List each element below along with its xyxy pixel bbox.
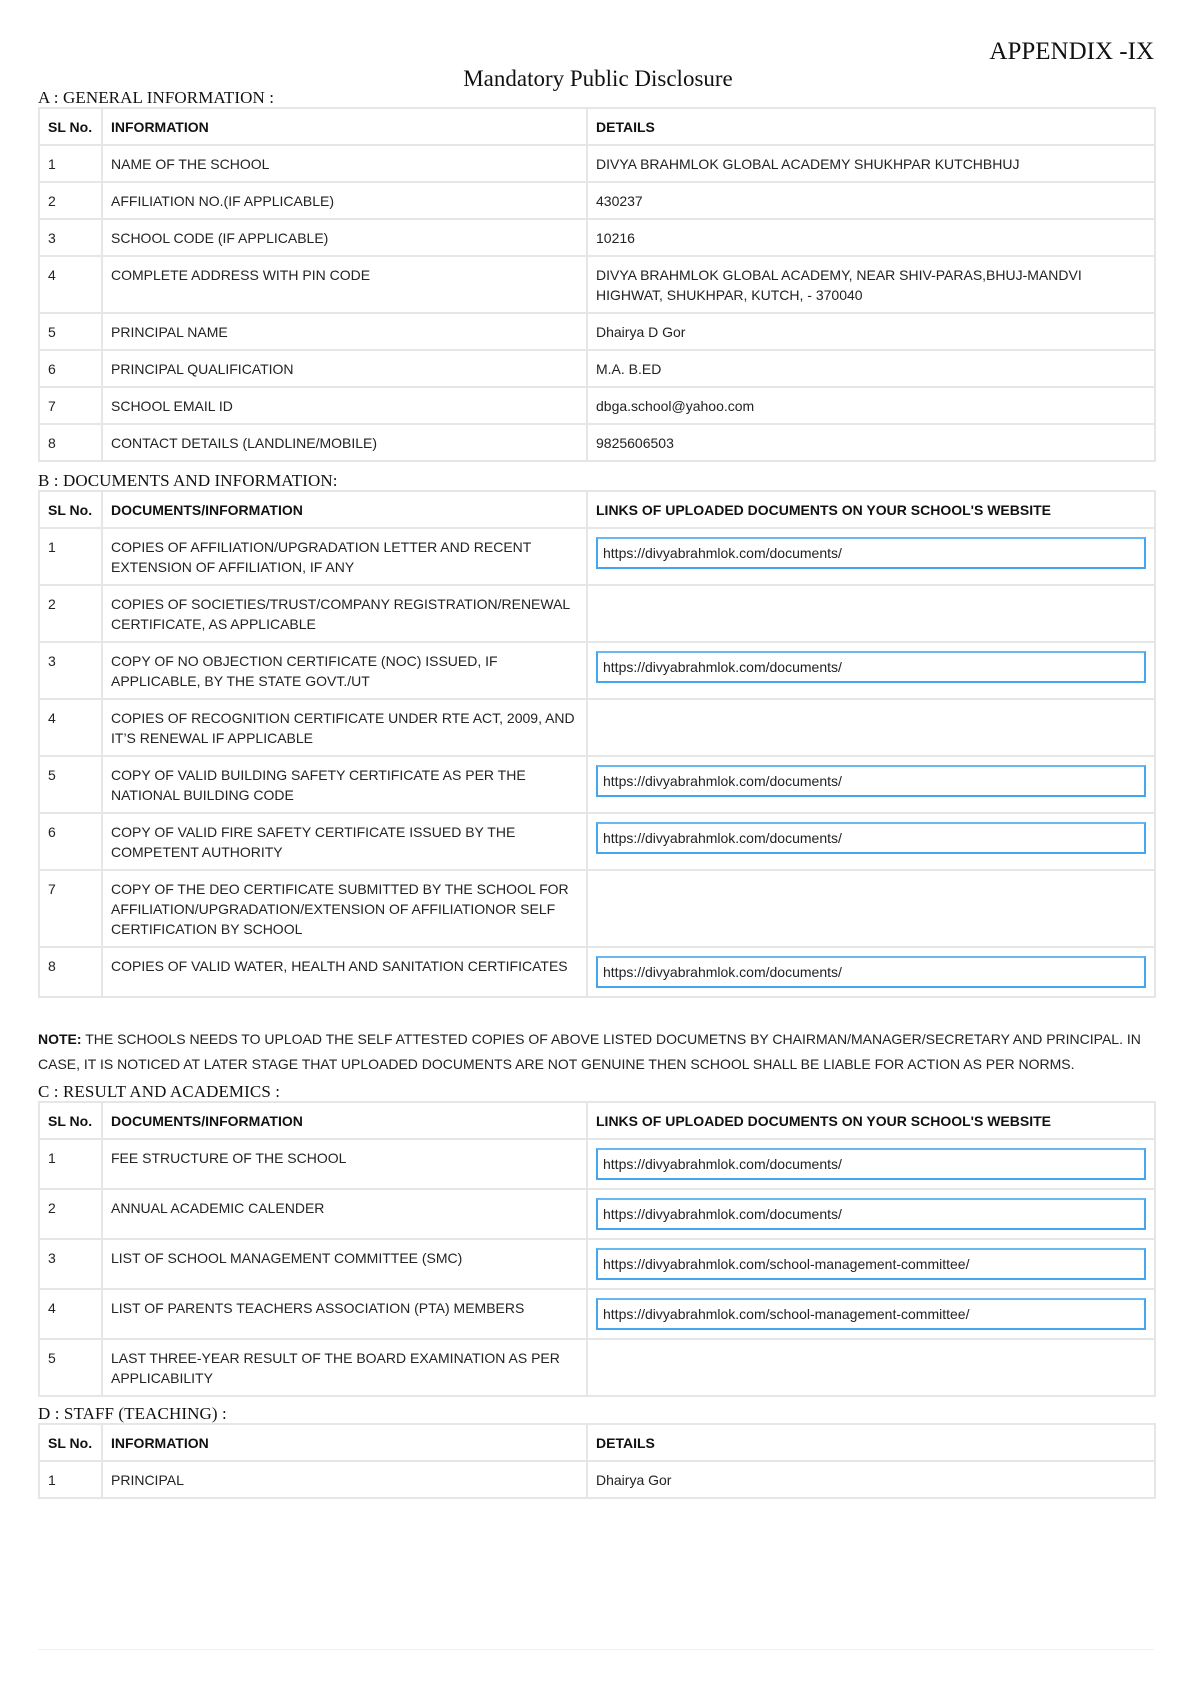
- document-link-input[interactable]: [596, 956, 1146, 988]
- table-row: [39, 813, 1155, 870]
- link-cell: [587, 756, 1155, 813]
- sl-no-cell: 2: [39, 585, 102, 642]
- information-cell: CONTACT DETAILS (LANDLINE/MOBILE): [102, 424, 587, 461]
- table-row: [39, 947, 1155, 997]
- sl-no-cell: 2: [39, 1189, 102, 1239]
- column-header-links: LINKS OF UPLOADED DOCUMENTS ON YOUR SCHOOL'S WEBSITE: [587, 1102, 1155, 1139]
- column-header-documents: DOCUMENTS/INFORMATION: [102, 491, 587, 528]
- document-link-input[interactable]: [596, 1248, 1146, 1280]
- details-cell: Dhairya D Gor: [587, 313, 1155, 350]
- column-header-information: INFORMATION: [102, 108, 587, 145]
- details-cell: DIVYA BRAHMLOK GLOBAL ACADEMY, NEAR SHIV-PARAS,BHUJ-MANDVI HIGHWAT, SHUKHPAR, KUTCH, - 370040: [587, 256, 1155, 313]
- table-row: [39, 756, 1155, 813]
- section-general-information: [38, 88, 1154, 462]
- section-documents-and-information: [38, 471, 1154, 998]
- link-cell: [587, 947, 1155, 997]
- document-cell: LIST OF PARENTS TEACHERS ASSOCIATION (PTA) MEMBERS: [102, 1289, 587, 1339]
- sl-no-cell: 3: [39, 1239, 102, 1289]
- document-cell: COPIES OF AFFILIATION/UPGRADATION LETTER AND RECENT EXTENSION OF AFFILIATION, IF ANY: [102, 528, 587, 585]
- link-cell: [587, 1189, 1155, 1239]
- appendix-label: APPENDIX -IX: [989, 38, 1154, 65]
- document-cell: COPY OF VALID BUILDING SAFETY CERTIFICATE AS PER THE NATIONAL BUILDING CODE: [102, 756, 587, 813]
- document-link-input[interactable]: [596, 1198, 1146, 1230]
- table-row: [39, 1461, 1155, 1498]
- document-link-input[interactable]: [596, 537, 1146, 569]
- note-text: THE SCHOOLS NEEDS TO UPLOAD THE SELF ATTESTED COPIES OF ABOVE LISTED DOCUMETNS BY CHAIRMAN/MANAGER/SECRETARY AND PRINCIPAL. IN CASE, IT IS NOTICED AT LATER STAGE THAT UPLOADED DOCUMENTS ARE NOT GENUINE THEN SCHOOL SHALL BE LIABLE FOR ACTION AS PER NORMS.: [38, 1031, 1141, 1072]
- document-cell: COPY OF THE DEO CERTIFICATE SUBMITTED BY THE SCHOOL FOR AFFILIATION/UPGRADATION/EXTENSION OF AFFILIATIONOR SELF CERTIFICATION BY SCHOOL: [102, 870, 587, 947]
- details-cell: M.A. B.ED: [587, 350, 1155, 387]
- table-row: [39, 219, 1155, 256]
- table-row: [39, 870, 1155, 947]
- information-cell: PRINCIPAL QUALIFICATION: [102, 350, 587, 387]
- information-cell: COMPLETE ADDRESS WITH PIN CODE: [102, 256, 587, 313]
- details-cell: 10216: [587, 219, 1155, 256]
- section-result-and-academics: [38, 1082, 1154, 1397]
- table-header-row: [39, 491, 1155, 528]
- note-paragraph: [38, 1027, 1158, 1077]
- sl-no-cell: 5: [39, 756, 102, 813]
- sl-no-cell: 6: [39, 813, 102, 870]
- sl-no-cell: 1: [39, 145, 102, 182]
- column-header-details: DETAILS: [587, 108, 1155, 145]
- details-cell: DIVYA BRAHMLOK GLOBAL ACADEMY SHUKHPAR KUTCHBHUJ: [587, 145, 1155, 182]
- information-cell: SCHOOL CODE (IF APPLICABLE): [102, 219, 587, 256]
- sl-no-cell: 1: [39, 528, 102, 585]
- document-link-input[interactable]: [596, 651, 1146, 683]
- table-row: [39, 313, 1155, 350]
- document-link-input[interactable]: [596, 765, 1146, 797]
- sl-no-cell: 7: [39, 870, 102, 947]
- document-link-input[interactable]: [596, 822, 1146, 854]
- section-heading: C : RESULT AND ACADEMICS :: [38, 1082, 281, 1101]
- sl-no-cell: 2: [39, 182, 102, 219]
- table-header-row: [39, 1102, 1155, 1139]
- table-row: [39, 256, 1155, 313]
- column-header-details: DETAILS: [587, 1424, 1155, 1461]
- sl-no-cell: 5: [39, 1339, 102, 1396]
- link-cell: [587, 1139, 1155, 1189]
- column-header-links: LINKS OF UPLOADED DOCUMENTS ON YOUR SCHOOL'S WEBSITE: [587, 491, 1155, 528]
- column-header-information: INFORMATION: [102, 1424, 587, 1461]
- document-cell: LIST OF SCHOOL MANAGEMENT COMMITTEE (SMC): [102, 1239, 587, 1289]
- column-header-sl-no: SL No.: [39, 491, 102, 528]
- details-cell: dbga.school@yahoo.com: [587, 387, 1155, 424]
- link-cell: [587, 813, 1155, 870]
- note-label: NOTE:: [38, 1031, 82, 1047]
- table-row: [39, 424, 1155, 461]
- information-cell: PRINCIPAL NAME: [102, 313, 587, 350]
- page-title: Mandatory Public Disclosure: [463, 66, 733, 91]
- section-heading: B : DOCUMENTS AND INFORMATION:: [38, 471, 338, 490]
- information-cell: AFFILIATION NO.(IF APPLICABLE): [102, 182, 587, 219]
- document-cell: LAST THREE-YEAR RESULT OF THE BOARD EXAMINATION AS PER APPLICABILITY: [102, 1339, 587, 1396]
- document-link-input[interactable]: [596, 1298, 1146, 1330]
- information-cell: NAME OF THE SCHOOL: [102, 145, 587, 182]
- table-row: [39, 528, 1155, 585]
- documents-table: [38, 490, 1156, 998]
- document-cell: ANNUAL ACADEMIC CALENDER: [102, 1189, 587, 1239]
- details-cell: 9825606503: [587, 424, 1155, 461]
- document-cell: COPIES OF SOCIETIES/TRUST/COMPANY REGISTRATION/RENEWAL CERTIFICATE, AS APPLICABLE: [102, 585, 587, 642]
- table-row: [39, 145, 1155, 182]
- section-staff-teaching: [38, 1404, 1154, 1499]
- table-header-row: [39, 1424, 1155, 1461]
- sl-no-cell: 1: [39, 1461, 102, 1498]
- column-header-sl-no: SL No.: [39, 1102, 102, 1139]
- sl-no-cell: 8: [39, 424, 102, 461]
- table-row: [39, 585, 1155, 642]
- sl-no-cell: 7: [39, 387, 102, 424]
- sl-no-cell: 1: [39, 1139, 102, 1189]
- document-cell: COPIES OF RECOGNITION CERTIFICATE UNDER RTE ACT, 2009, AND IT’S RENEWAL IF APPLICABLE: [102, 699, 587, 756]
- section-heading: A : GENERAL INFORMATION :: [38, 88, 275, 107]
- divider: [38, 1649, 1154, 1650]
- document-cell: COPY OF NO OBJECTION CERTIFICATE (NOC) ISSUED, IF APPLICABLE, BY THE STATE GOVT./UT: [102, 642, 587, 699]
- link-cell: [587, 585, 1155, 642]
- column-header-sl-no: SL No.: [39, 108, 102, 145]
- general-information-table: [38, 107, 1156, 462]
- link-cell: [587, 1339, 1155, 1396]
- document-cell: FEE STRUCTURE OF THE SCHOOL: [102, 1139, 587, 1189]
- sl-no-cell: 5: [39, 313, 102, 350]
- sl-no-cell: 8: [39, 947, 102, 997]
- table-row: [39, 387, 1155, 424]
- table-row: [39, 1239, 1155, 1289]
- document-cell: COPY OF VALID FIRE SAFETY CERTIFICATE ISSUED BY THE COMPETENT AUTHORITY: [102, 813, 587, 870]
- result-academics-table: [38, 1101, 1156, 1397]
- link-cell: [587, 699, 1155, 756]
- link-cell: [587, 870, 1155, 947]
- column-header-documents: DOCUMENTS/INFORMATION: [102, 1102, 587, 1139]
- table-row: [39, 1139, 1155, 1189]
- column-header-sl-no: SL No.: [39, 1424, 102, 1461]
- link-cell: [587, 642, 1155, 699]
- table-header-row: [39, 108, 1155, 145]
- table-row: [39, 182, 1155, 219]
- section-heading: D : STAFF (TEACHING) :: [38, 1404, 227, 1423]
- sl-no-cell: 4: [39, 256, 102, 313]
- sl-no-cell: 3: [39, 219, 102, 256]
- table-row: [39, 642, 1155, 699]
- table-row: [39, 1189, 1155, 1239]
- sl-no-cell: 4: [39, 1289, 102, 1339]
- information-cell: SCHOOL EMAIL ID: [102, 387, 587, 424]
- details-cell: 430237: [587, 182, 1155, 219]
- document-cell: COPIES OF VALID WATER, HEALTH AND SANITATION CERTIFICATES: [102, 947, 587, 997]
- link-cell: [587, 1239, 1155, 1289]
- information-cell: PRINCIPAL: [102, 1461, 587, 1498]
- staff-teaching-table: [38, 1423, 1156, 1499]
- document-link-input[interactable]: [596, 1148, 1146, 1180]
- link-cell: [587, 1289, 1155, 1339]
- table-row: [39, 350, 1155, 387]
- details-cell: Dhairya Gor: [587, 1461, 1155, 1498]
- sl-no-cell: 3: [39, 642, 102, 699]
- table-row: [39, 1289, 1155, 1339]
- table-row: [39, 699, 1155, 756]
- sl-no-cell: 4: [39, 699, 102, 756]
- table-row: [39, 1339, 1155, 1396]
- sl-no-cell: 6: [39, 350, 102, 387]
- link-cell: [587, 528, 1155, 585]
